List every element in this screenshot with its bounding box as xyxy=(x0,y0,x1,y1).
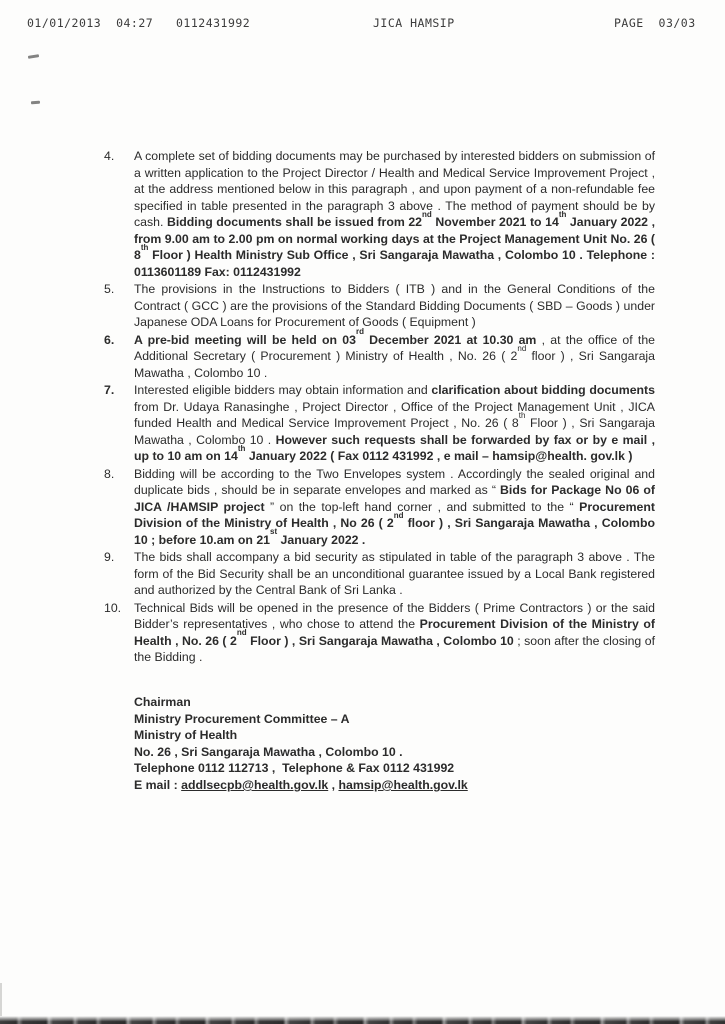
list-item xyxy=(104,382,655,465)
ordinal-superscript: nd xyxy=(393,510,404,520)
text-run: ; soon after the closing of the Bidding . xyxy=(134,633,655,664)
text-run: The bids shall accompany a bid security as stipulated in table of the paragraph 3 above . The form of the Bid Security shall be an unconditional guarantee issued by a Local Bank registered and authorized by the Central Bank of Sri Lanka . xyxy=(134,550,655,597)
signature-line xyxy=(134,760,468,777)
text-run: , xyxy=(328,777,339,792)
signature-block xyxy=(134,694,468,794)
item-number: 4. xyxy=(104,149,115,163)
text-run: No. 26 , Sri Sangaraja Mawatha , Colombo 10 . xyxy=(134,744,403,759)
ordinal-superscript: rd xyxy=(355,327,364,337)
signature-line xyxy=(134,744,468,761)
text-run: from Dr. Udaya Ranasinghe , Project Director , Office of the Project Management Unit , JICA funded Health and Medical Service Improvement Project , No. 26 ( 8 xyxy=(134,399,655,430)
fax-datetime: 01/01/2013 04:27 xyxy=(27,16,154,30)
text-run: addlsecpb@health.gov.lk xyxy=(181,777,329,792)
text-run: The provisions in the Instructions to Bidders ( ITB ) and in the General Conditions of the Contract ( GCC ) are the provisions of the Standard Bidding Documents ( SBD – Goods ) under Japanese ODA Loans for Procurement of Goods ( Equipment ) xyxy=(134,282,655,329)
ordinal-superscript: th xyxy=(237,443,246,453)
list-item xyxy=(104,600,655,666)
item-text xyxy=(134,600,655,666)
text-run: December 2021 at 10.30 am xyxy=(363,332,537,347)
item-number: 6. xyxy=(104,332,115,347)
fax-sender-number: 0112431992 xyxy=(176,16,251,30)
text-run: E mail : xyxy=(134,777,182,792)
text-run: Ministry of Health xyxy=(134,728,238,743)
item-text xyxy=(134,382,655,465)
text-run: Bidding documents shall be issued from 22 xyxy=(166,215,422,229)
item-text xyxy=(134,281,655,331)
item-number: 5. xyxy=(104,282,115,296)
numbered-list xyxy=(104,148,655,667)
text-run: January 2022 , from 9.00 am to 2.00 pm on normal working days at the Project Management Unit No. 26 ( 8 xyxy=(134,215,655,262)
text-run: , at the office of the Additional Secretary ( Procurement ) Ministry of Health , No. 26 ( 2 xyxy=(134,332,655,363)
text-run: A pre-bid meeting will be held on 03 xyxy=(134,332,356,347)
text-run: November 2021 to 14 xyxy=(431,215,559,229)
list-item xyxy=(104,327,655,382)
ordinal-superscript: th xyxy=(518,410,526,420)
text-run: Procurement Division of the Ministry of Health , No 26 ( 2 xyxy=(134,499,655,530)
list-item xyxy=(104,281,655,331)
signature-line xyxy=(134,711,468,728)
ordinal-superscript: th xyxy=(558,209,567,219)
text-run: Technical Bids will be opened in the presence of the Bidders ( Prime Contractors ) or the said Bidder’s representatives , who chose to attend the xyxy=(134,600,655,631)
scan-edge-artifact xyxy=(0,983,2,1017)
fax-header xyxy=(0,16,725,32)
text-run: Bids for Package No 06 of JICA /HAMSIP project xyxy=(134,483,655,514)
ordinal-superscript: nd xyxy=(517,343,527,353)
item-number: 10. xyxy=(104,600,122,615)
signature-line xyxy=(134,694,468,711)
item-number: 9. xyxy=(104,550,115,564)
list-item xyxy=(104,148,655,280)
text-run: However such requests shall be forwarded by fax or by e mail , up to 10 am on 14 xyxy=(134,432,655,463)
ordinal-superscript: th xyxy=(140,242,149,252)
text-run: ” on the top-left hand corner , and submitted to the “ xyxy=(264,499,580,514)
text-run: A complete set of bidding documents may be purchased by interested bidders on submission of a written application to the Project Director / Health and Medical Service Improvement Project , at the address mentioned below in this paragraph , and upon payment of a non-refundable fee specified in table presented in the paragraph 3 above . The method of payment should be by cash. xyxy=(134,149,655,229)
text-run: Ministry Procurement Committee – A xyxy=(134,711,350,726)
ordinal-superscript: nd xyxy=(422,209,432,219)
scan-smudge xyxy=(28,54,39,59)
text-run: Bidding will be according to the Two Envelopes system . Accordingly the sealed original and duplicate bids , should be in separate envelopes and marked as “ xyxy=(134,466,655,497)
item-number: 8. xyxy=(104,466,115,481)
text-run: clarification about bidding documents xyxy=(431,383,655,397)
text-run: hamsip@health.gov.lk xyxy=(338,777,468,792)
text-run: Interested eligible bidders may obtain information and xyxy=(134,383,432,397)
list-item xyxy=(104,549,655,599)
text-run: floor ) , Sri Sangaraja Mawatha , Colombo 10 ; before 10.am on 21 xyxy=(134,516,655,547)
text-run: Floor ) , Sri Sangaraja Mawatha , Colombo 10 . xyxy=(134,416,655,447)
text-run: floor ) , Sri Sangaraja Mawatha , Colombo 10 . xyxy=(134,349,655,380)
scan-smudge xyxy=(31,101,40,105)
list-item xyxy=(104,466,655,549)
ordinal-superscript: st xyxy=(270,527,278,537)
text-run: January 2022 ( Fax 0112 431992 , e mail – hamsip@health. gov.lk ) xyxy=(245,449,633,463)
ordinal-superscript: nd xyxy=(236,628,247,638)
text-run: January 2022 . xyxy=(277,532,366,547)
text-run: Floor ) , Sri Sangaraja Mawatha , Colombo 10 xyxy=(246,633,518,648)
signature-line xyxy=(134,727,468,744)
fax-page-indicator: PAGE 03/03 xyxy=(614,16,696,30)
signature-line xyxy=(134,777,468,794)
item-text xyxy=(134,327,655,382)
scan-bottom-artifact xyxy=(0,1016,725,1024)
text-run: Chairman xyxy=(134,695,191,709)
text-run: Floor ) Health Ministry Sub Office , Sri Sangaraja Mawatha , Colombo 10 . Telephone : 0113601189 Fax: 0112431992 xyxy=(134,248,655,279)
item-text xyxy=(134,549,655,599)
text-run: Procurement Division of the Ministry of Health , No. 26 ( 2 xyxy=(134,617,655,648)
item-text xyxy=(134,148,655,280)
item-number: 7. xyxy=(104,383,115,397)
text-run: Telephone 0112 112713 , Telephone & Fax 0112 431992 xyxy=(134,761,455,776)
fax-sender-name: JICA HAMSIP xyxy=(373,16,455,30)
item-text xyxy=(134,466,655,549)
